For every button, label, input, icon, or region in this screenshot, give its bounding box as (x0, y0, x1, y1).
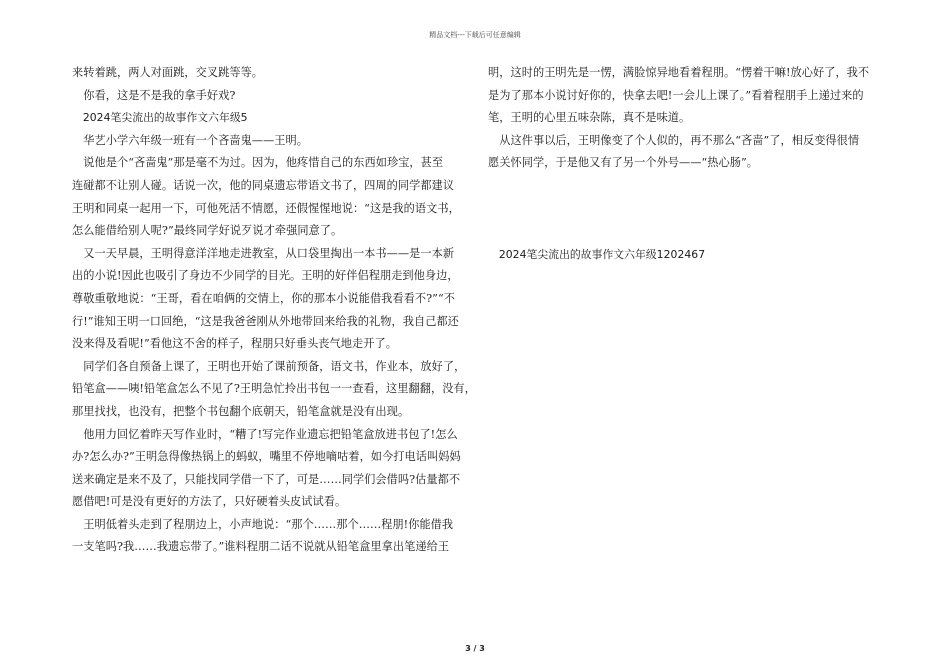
text-line: 一支笔吗?我……我遗忘带了。”谁料程朋二话不说就从铅笔盒里拿出笔递给王 (72, 540, 450, 554)
text-line: 来转着跳，两人对面跳，交叉跳等等。 (72, 66, 264, 79)
text-line: 办?怎么办?”王明急得像热锅上的蚂蚁，嘴里不停地嘀咕着，如今打电话叫妈妈 (72, 450, 461, 464)
text-line: 尊敬重敬地说：“王哥，看在咱俩的交情上，你的那本小说能借我看看不?”“不 (72, 291, 455, 305)
text-line: 送来确定是来不及了，只能找同学借一下了，可是……同学们会借吗?估量都不 (72, 472, 461, 486)
text-line: 笔，王明的心里五味杂陈，真不是味道。 (488, 111, 691, 125)
text-line: 出的小说!因此也吸引了身边不少同学的目光。王明的好伴侣程朋走到他身边， (72, 269, 459, 283)
text-line: 王明低着头走到了程朋边上，小声地说：“那个……那个……程朋!你能借我 (72, 517, 454, 531)
text-line: 说他是个“吝啬鬼”那是毫不为过。因为，他疼惜自己的东西如珍宝，甚至 (72, 156, 444, 170)
text-line: 明，这时的王明先是一愣，满脸惊异地看着程朋。“愣着干嘛!放心好了，我不 (488, 66, 870, 79)
text-line: 王明和同桌一起用一下，可他死活不情愿，还假惺惺地说：“这是我的语文书， (72, 201, 460, 215)
text-line: 愿借吧!可是没有更好的方法了，只好硬着头皮试试看。 (72, 495, 347, 509)
text-line: 又一天早晨，王明得意洋洋地走进教室，从口袋里掏出一本书——是一本新 (72, 246, 455, 260)
section-heading: 2024笔尖流出的故事作文六年级5 (72, 111, 248, 125)
text-line: 连碰都不让别人碰。话说一次，他的同桌遗忘带语文书了，四周的同学都建议 (72, 178, 455, 192)
text-line: 同学们各自预备上课了，王明也开始了课前预备，语文书，作业本，放好了， (72, 359, 466, 373)
text-line: 铅笔盒——咦!铅笔盒怎么不见了?王明急忙拎出书包一一查看，这里翻翻，没有， (72, 382, 476, 396)
page-header: 精品文档---下载后可任意编辑 (429, 31, 521, 39)
text-line: 华艺小学六年级一班有一个吝啬鬼——王明。 (72, 133, 308, 147)
text-line: 行!”谁知王明一口回绝，“这是我爸爸刚从外地带回来给我的礼物，我自己都还 (72, 314, 459, 328)
right-column (488, 62, 880, 267)
text-line: 那里找找，也没有，把整个书包翻个底朝天，铅笔盒就是没有出现。 (72, 404, 410, 418)
text-line: 他用力回忆着昨天写作业时，“糟了!写完作业遗忘把铅笔盒放进书包了!怎么 (72, 427, 458, 441)
section-heading: 2024笔尖流出的故事作文六年级1202467 (488, 248, 706, 262)
text-line: 愿关怀同学，于是他又有了另一个外号——“热心肠”。 (488, 156, 759, 170)
text-line: 从这件事以后，王明像变了个人似的，再不那么“吝啬”了，相反变得很情 (488, 133, 860, 147)
text-line: 是为了那本小说讨好你的，快拿去吧!一会儿上课了。”看着程朋手上递过来的 (488, 88, 864, 102)
text-line: 你看，这是不是我的拿手好戏? (72, 88, 236, 102)
left-column (72, 62, 476, 559)
page-number: 3 / 3 (465, 644, 485, 653)
text-line: 没来得及看呢!”看他这不舍的样子，程朋只好垂头丧气地走开了。 (72, 337, 397, 351)
text-line: 怎么能借给别人呢?”最终同学好说歹说才牵强同意了。 (72, 224, 343, 238)
